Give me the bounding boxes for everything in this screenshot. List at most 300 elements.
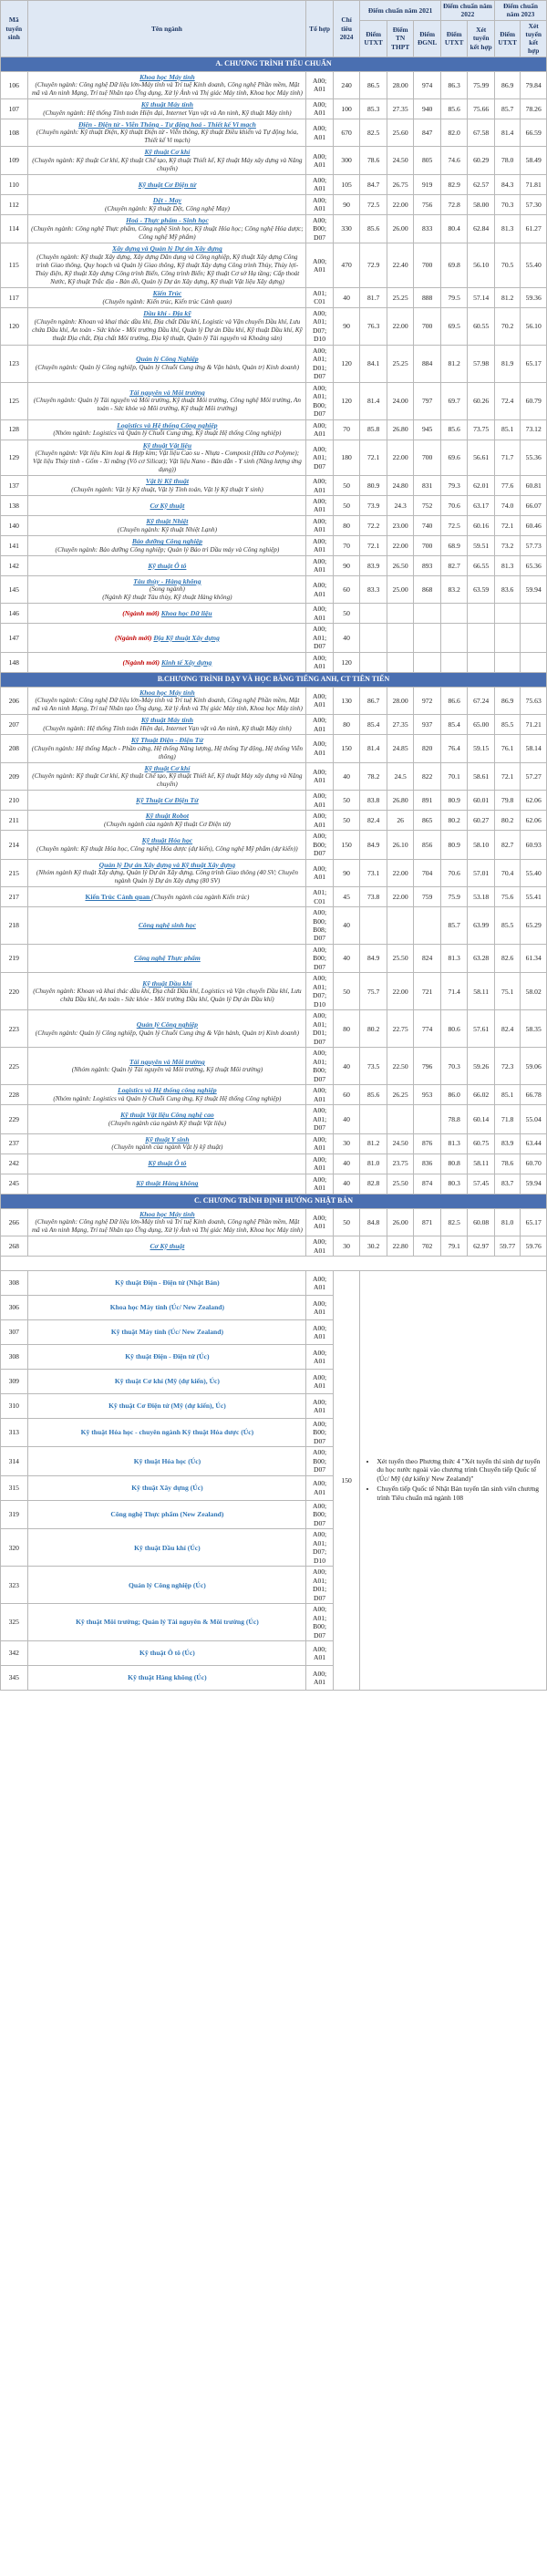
score-utxt-2021: 81.0 — [360, 1154, 387, 1174]
program-code: 107 — [1, 98, 28, 119]
program-quota: 40 — [333, 907, 360, 945]
program-title: Công nghệ sinh học — [138, 921, 196, 930]
score-xthb-2023: 58.49 — [521, 147, 547, 174]
program-subtitle: (Chuyên ngành: Hệ thống Mạch - Phần cứng, Hệ thống Năng lượng, Hệ thống Tự động, Hệ thống Viễn thông) — [31, 744, 303, 760]
score-dgnl-2021: 700 — [414, 535, 441, 555]
score-utxt-2021: 82.8 — [360, 1174, 387, 1194]
score-dgnl-2021: 847 — [414, 119, 441, 146]
program-subtitle: (Chuyên ngành: Kỹ thuật Hóa học, Công nghệ Hóa dược (dự kiến), Công nghệ Mỹ phẩm (dự kiến)) — [36, 844, 298, 853]
program-quota: 120 — [333, 652, 360, 672]
program-code: 313 — [1, 1419, 28, 1447]
score-dgnl-2021: 836 — [414, 1154, 441, 1174]
table-row — [1, 831, 547, 859]
program-code: 211 — [1, 811, 28, 831]
score-utxt-2022: 85.4 — [440, 715, 468, 735]
program-quota: 60 — [333, 575, 360, 603]
score-tnthpt-2021: 24.3 — [387, 496, 414, 516]
program-quota: 80 — [333, 715, 360, 735]
score-dgnl-2021: 856 — [414, 831, 441, 859]
program-combo: A00; A01 — [306, 1394, 334, 1419]
score-utxt-2022: 82.7 — [440, 555, 468, 575]
score-xthb-2023: 60.81 — [521, 476, 547, 496]
program-subtitle: (Chuyên ngành: Kỹ thuật Nhiệt Lạnh) — [117, 525, 218, 533]
score-xthb-2022: 73.75 — [468, 419, 495, 440]
score-utxt-2022: 81.2 — [440, 345, 468, 382]
program-code: 315 — [1, 1475, 28, 1500]
table-row — [1, 287, 547, 307]
score-utxt-2021: 72.2 — [360, 515, 387, 535]
program-code: 146 — [1, 604, 28, 624]
program-quota: 80 — [333, 515, 360, 535]
score-utxt-2022: 76.4 — [440, 735, 468, 762]
program-title: Khoa học Dữ liệu — [160, 609, 212, 618]
score-dgnl-2021: 759 — [414, 887, 441, 907]
program-title: Xây dựng và Quản lý Dự án Xây dựng — [112, 244, 222, 253]
score-tnthpt-2021 — [387, 652, 414, 672]
program-quota: 50 — [333, 973, 360, 1010]
score-tnthpt-2021: 26.75 — [387, 174, 414, 194]
program-title: Kỹ thuật Máy tính (Úc/ New Zealand) — [110, 1328, 223, 1337]
score-utxt-2023: 75.1 — [494, 973, 520, 1010]
program-name — [27, 214, 306, 243]
program-title: Kỹ thuật Dầu khí — [142, 978, 192, 988]
program-name — [27, 715, 306, 735]
program-code: 225 — [1, 1048, 28, 1085]
score-dgnl-2021: 756 — [414, 194, 441, 214]
score-xthb-2023: 65.17 — [521, 1208, 547, 1236]
program-code: 245 — [1, 1174, 28, 1194]
score-tnthpt-2021: 22.00 — [387, 887, 414, 907]
score-xthb-2023: 59.76 — [521, 1236, 547, 1257]
score-dgnl-2021: 805 — [414, 147, 441, 174]
score-xthb-2023: 65.17 — [521, 345, 547, 382]
program-code: 228 — [1, 1085, 28, 1105]
program-title: Kỹ thuật Điện - Điện tử (Úc) — [125, 1352, 210, 1361]
score-xthb-2023: 58.14 — [521, 735, 547, 762]
program-combo: A00; B00; D07 — [306, 1447, 334, 1475]
score-xthb-2023: 57.27 — [521, 762, 547, 790]
program-quota: 330 — [333, 214, 360, 243]
program-title: Kỹ thuật Vật liệu — [142, 440, 192, 450]
score-utxt-2022: 80.9 — [440, 791, 468, 811]
score-dgnl-2021: 953 — [414, 1085, 441, 1105]
program-name — [27, 555, 306, 575]
score-xthb-2023 — [521, 604, 547, 624]
score-xthb-2023: 58.02 — [521, 973, 547, 1010]
section-title: A. CHƯƠNG TRÌNH TIÊU CHUẨN — [1, 57, 547, 71]
score-xthb-2022: 63.17 — [468, 496, 495, 516]
program-title: Vật lý Kỹ thuật — [145, 477, 189, 486]
program-title: Công nghệ Thực phẩm — [134, 954, 201, 963]
score-xthb-2023: 60.93 — [521, 831, 547, 859]
score-utxt-2022: 69.7 — [440, 382, 468, 419]
program-combo: A00; A01 — [306, 1154, 334, 1174]
program-combo: A01; C01 — [306, 887, 334, 907]
program-title: Kiến Trúc Cảnh quan — [85, 892, 152, 901]
program-title: Kỹ thuật Cơ Điện tử — [138, 180, 197, 189]
score-dgnl-2021: 940 — [414, 98, 441, 119]
score-xthb-2023: 55.36 — [521, 440, 547, 475]
score-tnthpt-2021: 23.75 — [387, 1154, 414, 1174]
table-row — [1, 440, 547, 475]
program-quota: 50 — [333, 1208, 360, 1236]
program-name — [27, 1345, 306, 1370]
score-utxt-2023: 82.6 — [494, 944, 520, 972]
score-utxt-2022: 80.9 — [440, 831, 468, 859]
program-subtitle: (Chuyên ngành của ngành Kỹ thuật Vật liệu) — [108, 1119, 226, 1127]
score-tnthpt-2021: 25.25 — [387, 345, 414, 382]
table-row — [1, 604, 547, 624]
program-combo: A00; A01 — [306, 555, 334, 575]
table-row — [1, 652, 547, 672]
program-code: 120 — [1, 307, 28, 345]
score-tnthpt-2021: 26.50 — [387, 555, 414, 575]
score-utxt-2022: 75.9 — [440, 887, 468, 907]
program-title: Kiến Trúc — [152, 289, 182, 298]
program-subtitle: (Chuyên ngành: Quản lý Công nghiệp, Quản lý Chuỗi Cung ứng & Vận hành, Quản trị Kinh doanh) — [35, 363, 300, 371]
score-utxt-2022: 72.8 — [440, 194, 468, 214]
score-tnthpt-2021: 26.00 — [387, 214, 414, 243]
score-utxt-2023: 81.9 — [494, 345, 520, 382]
score-utxt-2021 — [360, 1105, 387, 1133]
program-code: 145 — [1, 575, 28, 603]
score-xthb-2023: 78.26 — [521, 98, 547, 119]
program-title: Kỹ thuật Hóa học — [141, 836, 193, 845]
program-code: 148 — [1, 652, 28, 672]
score-utxt-2023: 78.6 — [494, 1154, 520, 1174]
admission-note — [360, 1271, 547, 1691]
program-name — [27, 1105, 306, 1133]
score-xthb-2022: 59.26 — [468, 1048, 495, 1085]
table-row — [1, 1010, 547, 1048]
score-dgnl-2021: 945 — [414, 419, 441, 440]
program-quota: 130 — [333, 687, 360, 714]
program-name — [27, 1567, 306, 1604]
program-quota: 40 — [333, 287, 360, 307]
program-title: Quản lý Công Nghiệp — [136, 355, 199, 364]
program-combo: A00; A01 — [306, 476, 334, 496]
program-title: Quản lý Công nghiệp — [136, 1020, 199, 1029]
note-list — [366, 1457, 541, 1502]
program-title: Kỹ thuật Hàng không — [136, 1179, 199, 1188]
score-utxt-2023: 82.4 — [494, 1010, 520, 1048]
score-xthb-2022: 57.45 — [468, 1174, 495, 1194]
score-utxt-2022: 70.3 — [440, 1048, 468, 1085]
score-utxt-2023: 85.1 — [494, 1085, 520, 1105]
score-utxt-2023: 72.1 — [494, 515, 520, 535]
program-code: 320 — [1, 1529, 28, 1567]
table-row — [1, 735, 547, 762]
score-xthb-2022: 57.14 — [468, 287, 495, 307]
table-row — [1, 476, 547, 496]
section-title-row — [1, 672, 547, 687]
score-xthb-2022: 65.00 — [468, 715, 495, 735]
program-combo: A00; A01 — [306, 1475, 334, 1500]
program-combo: A00; A01 — [306, 1666, 334, 1691]
score-xthb-2022: 63.28 — [468, 944, 495, 972]
program-combo: A00; A01; D07 — [306, 440, 334, 475]
program-title: Kỹ thuật Ô tô — [148, 1159, 187, 1168]
table-row — [1, 687, 547, 714]
score-utxt-2023: 77.6 — [494, 476, 520, 496]
header-2023: Điểm chuẩn năm 2023 — [494, 1, 546, 21]
table-row — [1, 1154, 547, 1174]
score-xthb-2023: 71.21 — [521, 715, 547, 735]
score-utxt-2021: 73.1 — [360, 859, 387, 886]
program-title: Địa Kỹ thuật Xây dựng — [153, 633, 220, 642]
program-title: Điện - Điện tử - Viễn Thông - Tự động hoá - Thiết kế Vi mạch — [77, 119, 256, 129]
header-xthb-2022: Xét tuyển kết hợp — [468, 20, 495, 57]
score-utxt-2022: 70.6 — [440, 496, 468, 516]
table-row — [1, 575, 547, 603]
program-name — [27, 119, 306, 146]
program-quota: 50 — [333, 811, 360, 831]
score-utxt-2022: 81.3 — [440, 944, 468, 972]
table-row — [1, 973, 547, 1010]
program-name — [27, 1666, 306, 1691]
score-xthb-2023: 66.07 — [521, 496, 547, 516]
program-quota: 40 — [333, 624, 360, 652]
note-item: • Xét tuyển theo Phương thức 4 "Xét tuyển thí sinh dự tuyển du học nước ngoài vào chương trình Chuyển tiếp Quốc tế (Úc/ Mỹ (dự kiến)/ New Zealand)" — [377, 1457, 541, 1483]
program-code: 237 — [1, 1133, 28, 1154]
program-quota: 40 — [333, 1154, 360, 1174]
program-subtitle: (Chuyên ngành: Khoan và khai thác dầu khí, Địa chất Dầu khí, Logistics và Vận chuyển Dầu khí, Lưu chứa Dầu khí, An toàn - Sức khỏe - Môi trường Dầu khí, Quản lý Dự án Dầu khí) — [33, 988, 302, 1004]
score-dgnl-2021: 874 — [414, 1174, 441, 1194]
score-utxt-2021: 83.8 — [360, 791, 387, 811]
program-title: Tài nguyên và Môi trường — [129, 1058, 205, 1066]
score-tnthpt-2021: 22.00 — [387, 859, 414, 886]
program-code: 137 — [1, 476, 28, 496]
score-xthb-2022: 58.10 — [468, 831, 495, 859]
program-code: 325 — [1, 1604, 28, 1641]
score-xthb-2022: 63.59 — [468, 575, 495, 603]
score-utxt-2022: 78.8 — [440, 1105, 468, 1133]
program-quota: 470 — [333, 243, 360, 287]
score-xthb-2023: 58.35 — [521, 1010, 547, 1048]
program-title: Kỹ Thuật Cơ Điện Tử — [136, 795, 199, 804]
score-utxt-2023: 81.2 — [494, 287, 520, 307]
header-2022: Điểm chuẩn năm 2022 — [440, 1, 494, 21]
program-combo: A00; A01 — [306, 1236, 334, 1257]
score-dgnl-2021: 704 — [414, 859, 441, 886]
score-utxt-2023: 78.0 — [494, 147, 520, 174]
score-tnthpt-2021: 25.50 — [387, 944, 414, 972]
table-row — [1, 1208, 547, 1236]
program-name — [27, 1010, 306, 1048]
program-combo: A00; A01 — [306, 1345, 334, 1370]
program-subtitle: (Chuyên ngành: Kỹ thuật Dệt, Công nghệ May) — [104, 204, 230, 212]
score-utxt-2021: 78.6 — [360, 147, 387, 174]
program-title: Kỹ thuật Nhiệt — [146, 517, 189, 526]
score-utxt-2022: 82.9 — [440, 174, 468, 194]
program-combo: A00; A01 — [306, 575, 334, 603]
score-xthb-2022: 75.66 — [468, 98, 495, 119]
program-name — [27, 71, 306, 98]
score-utxt-2021: 80.2 — [360, 1010, 387, 1048]
program-code: 206 — [1, 687, 28, 714]
program-code: 207 — [1, 715, 28, 735]
table-row — [1, 624, 547, 652]
table-row — [1, 859, 547, 886]
score-xthb-2023: 56.10 — [521, 307, 547, 345]
score-utxt-2023: 85.5 — [494, 907, 520, 945]
program-quota: 40 — [333, 1105, 360, 1133]
score-tnthpt-2021: 26.80 — [387, 419, 414, 440]
program-name — [27, 419, 306, 440]
score-xthb-2023: 62.06 — [521, 811, 547, 831]
score-utxt-2022 — [440, 604, 468, 624]
table-row — [1, 944, 547, 972]
score-utxt-2023: 70.2 — [494, 307, 520, 345]
score-utxt-2022 — [440, 652, 468, 672]
program-name — [27, 575, 306, 603]
program-quota: 60 — [333, 1085, 360, 1105]
program-code: 210 — [1, 791, 28, 811]
program-quota: 120 — [333, 345, 360, 382]
program-name — [27, 604, 306, 624]
table-row — [1, 1271, 547, 1296]
program-title: Kỹ thuật Cơ Điện tử (Mỹ (dự kiến), Úc) — [108, 1402, 226, 1411]
score-dgnl-2021: 824 — [414, 944, 441, 972]
score-tnthpt-2021: 22.00 — [387, 307, 414, 345]
score-utxt-2023: 71.7 — [494, 440, 520, 475]
score-dgnl-2021: 833 — [414, 214, 441, 243]
program-subtitle: (Song ngành) — [149, 585, 185, 594]
score-utxt-2021: 85.6 — [360, 1085, 387, 1105]
score-xthb-2022: 57.01 — [468, 859, 495, 886]
score-utxt-2022: 80.8 — [440, 1154, 468, 1174]
program-code: 128 — [1, 419, 28, 440]
section-title-row — [1, 57, 547, 71]
score-utxt-2023: 72.1 — [494, 762, 520, 790]
score-dgnl-2021: 868 — [414, 575, 441, 603]
program-title: Công nghệ Thực phẩm (New Zealand) — [110, 1510, 224, 1519]
program-code: 342 — [1, 1641, 28, 1666]
program-name — [27, 687, 306, 714]
header-combo: Tổ hợp — [306, 1, 334, 57]
score-tnthpt-2021: 26 — [387, 811, 414, 831]
score-utxt-2021: 83.3 — [360, 575, 387, 603]
score-xthb-2023: 75.63 — [521, 687, 547, 714]
score-utxt-2022: 86.3 — [440, 71, 468, 98]
program-name — [27, 735, 306, 762]
program-title: Kỹ thuật Dầu khí (Úc) — [134, 1543, 201, 1552]
program-name — [27, 345, 306, 382]
score-dgnl-2021: 700 — [414, 243, 441, 287]
score-xthb-2023: 66.59 — [521, 119, 547, 146]
program-combo: A00; A01; B00; D07 — [306, 382, 334, 419]
program-name — [27, 811, 306, 831]
score-utxt-2022: 74.6 — [440, 147, 468, 174]
program-name — [27, 1529, 306, 1567]
score-dgnl-2021 — [414, 624, 441, 652]
score-tnthpt-2021: 26.25 — [387, 1085, 414, 1105]
score-dgnl-2021 — [414, 907, 441, 945]
program-code: 138 — [1, 496, 28, 516]
program-title: Kỹ thuật Điện - Điện tử (Nhật Bản) — [115, 1278, 220, 1288]
program-quota: 40 — [333, 1048, 360, 1085]
program-code: 142 — [1, 555, 28, 575]
score-tnthpt-2021: 25.50 — [387, 1174, 414, 1194]
score-utxt-2023: 72.4 — [494, 382, 520, 419]
score-utxt-2021: 85.6 — [360, 214, 387, 243]
score-xthb-2023: 60.79 — [521, 382, 547, 419]
program-name — [27, 1174, 306, 1194]
program-quota: 670 — [333, 119, 360, 146]
score-utxt-2021: 73.9 — [360, 496, 387, 516]
program-name — [27, 194, 306, 214]
score-dgnl-2021: 822 — [414, 762, 441, 790]
score-tnthpt-2021: 27.35 — [387, 715, 414, 735]
program-name — [27, 859, 306, 886]
score-dgnl-2021: 974 — [414, 71, 441, 98]
program-combo: A00; A01 — [306, 604, 334, 624]
score-dgnl-2021: 937 — [414, 715, 441, 735]
score-utxt-2022: 85.7 — [440, 907, 468, 945]
program-combo: A00; A01 — [306, 419, 334, 440]
table-row — [1, 119, 547, 146]
program-title: Kỹ thuật Cơ khí — [144, 148, 191, 157]
score-xthb-2022: 58.11 — [468, 973, 495, 1010]
program-code: 223 — [1, 1010, 28, 1048]
score-utxt-2023: 85.5 — [494, 715, 520, 735]
score-xthb-2022: 58.61 — [468, 762, 495, 790]
score-utxt-2021: 84.1 — [360, 345, 387, 382]
program-combo: A00; A01; D07; D10 — [306, 307, 334, 345]
score-tnthpt-2021: 24.50 — [387, 1133, 414, 1154]
program-subtitle: (Chuyên ngành: Kiến trúc, Kiến trúc Cảnh quan) — [102, 297, 232, 305]
program-combo: A00; A01; D07; D10 — [306, 1529, 334, 1567]
program-subtitle: (Chuyên ngành của ngành Kỹ thuật Cơ Điện tử) — [104, 820, 231, 828]
score-utxt-2022: 85.6 — [440, 98, 468, 119]
program-name — [27, 1641, 306, 1666]
program-combo: A00; A01 — [306, 1208, 334, 1236]
note-item: • Chuyển tiếp Quốc tế Nhật Bản tuyển tân sinh viên chương trình Tiêu chuẩn mã ngành 108 — [377, 1485, 541, 1502]
score-tnthpt-2021: 25.25 — [387, 287, 414, 307]
table-row — [1, 194, 547, 214]
program-subtitle: (Chuyên ngành: Kỹ thuật Xây dựng, Xây dựng Dân dụng và Công nghiệp, Kỹ thuật Xây dựng Công trình Giao thông, Quy hoạch và Quản lý Giao thông, Kỹ thuật Xây dựng Công trình Thủy, Thủy lợi-Thủy điện, Kỹ thuật Xây dựng Công trình Biển, Công trình Biển; Kỹ thuật Cơ sở Hạ tầng; Cấp thoát Nước, Kỹ thuật Trắc địa - Bản đồ, Quản lý Dự án Xây dựng, Kỹ thuật Vật liệu Xây dựng) — [35, 253, 300, 285]
program-title: Dệt - May — [152, 196, 182, 205]
score-dgnl-2021: 884 — [414, 345, 441, 382]
program-quota: 45 — [333, 887, 360, 907]
score-tnthpt-2021: 28.00 — [387, 71, 414, 98]
score-xthb-2022: 67.58 — [468, 119, 495, 146]
score-xthb-2022: 66.02 — [468, 1085, 495, 1105]
section-title: D. CHƯƠNG TRÌNH CHUYỂN TIẾP QUỐC TẾ (ÚC, MỸ (dự kiến)/ NEW ZEALAND/ NHẬT BẢN) — [1, 1257, 547, 1271]
score-xthb-2023: 55.40 — [521, 243, 547, 287]
program-title: Kỹ thuật Môi trường; Quản lý Tài nguyên & Môi trường (Úc) — [76, 1618, 259, 1627]
score-dgnl-2021: 796 — [414, 1048, 441, 1085]
table-row — [1, 174, 547, 194]
score-dgnl-2021: 702 — [414, 1236, 441, 1257]
score-tnthpt-2021: 22.00 — [387, 194, 414, 214]
program-title: Khoa học Máy tính (Úc/ New Zealand) — [109, 1303, 225, 1312]
score-tnthpt-2021: 24.85 — [387, 735, 414, 762]
program-title: Cơ Kỹ thuật — [150, 501, 185, 510]
table-row — [1, 887, 547, 907]
score-xthb-2022: 67.24 — [468, 687, 495, 714]
score-utxt-2022: 69.5 — [440, 307, 468, 345]
program-quota: 150 — [333, 1271, 360, 1691]
header-utxt-2023: Điểm UTXT — [494, 20, 520, 57]
score-utxt-2023: 70.3 — [494, 194, 520, 214]
program-title: Cơ Kỹ thuật — [150, 1241, 185, 1250]
section-title: B.CHƯƠNG TRÌNH DẠY VÀ HỌC BẰNG TIẾNG ANH, CT TIÊN TIẾN — [1, 672, 547, 687]
program-subtitle: (Chuyên ngành: Kỹ thuật Điện, Kỹ thuật Điện tử - Viễn thông, Kỹ thuật Điều khiển và Tự động hóa, Thiết kế Vi mạch) — [36, 129, 298, 145]
score-tnthpt-2021: 24.5 — [387, 762, 414, 790]
program-subtitle: (Chuyên ngành của ngành Vật lý kỹ thuật) — [111, 1143, 223, 1152]
program-code: 110 — [1, 174, 28, 194]
